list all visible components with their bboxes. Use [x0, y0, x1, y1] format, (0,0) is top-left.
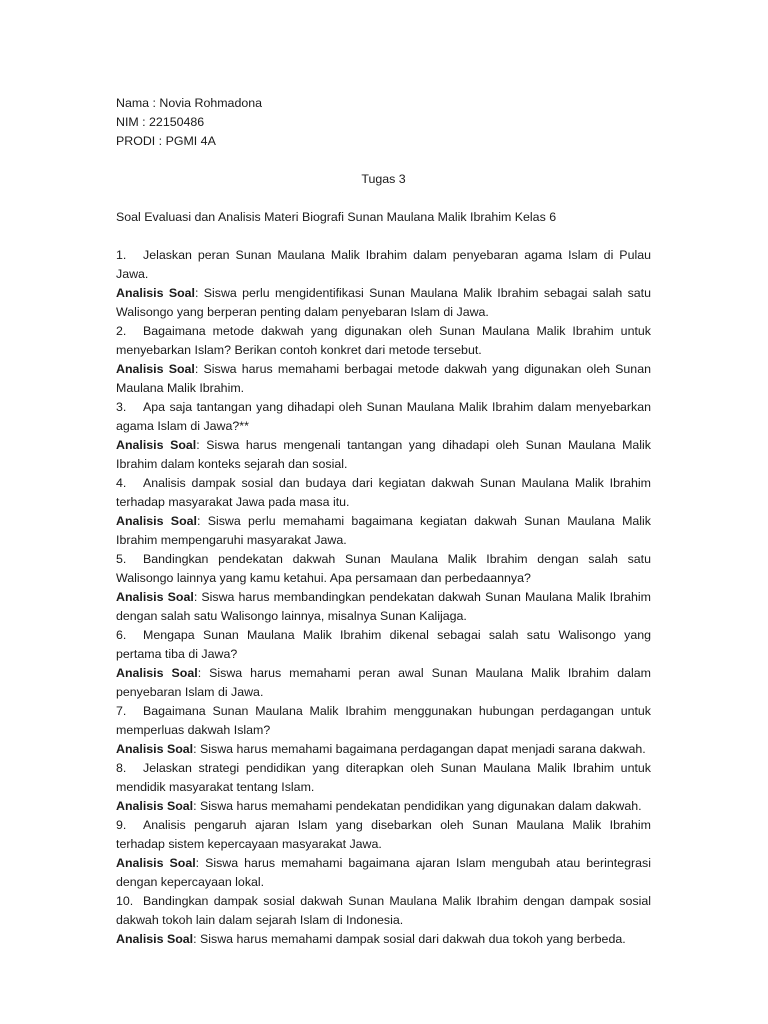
- question-number: 8.: [116, 761, 127, 775]
- question-text: [116, 322, 651, 360]
- question-text: [116, 892, 651, 930]
- question-number: 1.: [116, 248, 127, 262]
- question-text: [116, 398, 651, 436]
- question-number: 7.: [116, 704, 127, 718]
- analysis-text: [116, 512, 651, 550]
- question-body: Analisis dampak sosial dan budaya dari kegiatan dakwah Sunan Maulana Malik Ibrahim terhadap masyarakat Jawa pada masa itu.: [116, 476, 651, 509]
- analysis-label: Analisis Soal: [116, 514, 197, 528]
- analysis-body: : Siswa harus memahami peran awal Sunan Maulana Malik Ibrahim dalam penyebaran Islam di Jawa.: [116, 666, 651, 699]
- student-name: Nama : Novia Rohmadona: [116, 96, 263, 110]
- analysis-body: : Siswa harus memahami berbagai metode dakwah yang digunakan oleh Sunan Maulana Malik Ibrahim.: [116, 362, 651, 395]
- list-item: [116, 702, 651, 759]
- analysis-label: Analisis Soal: [116, 856, 196, 870]
- analysis-text: [116, 797, 651, 816]
- analysis-text: [116, 436, 651, 474]
- question-number: 10.: [116, 894, 134, 908]
- analysis-body: : Siswa harus membandingkan pendekatan dakwah Sunan Maulana Malik Ibrahim dengan salah satu Walisongo lainnya, misalnya Sunan Kalijaga.: [116, 590, 651, 623]
- question-text: [116, 702, 651, 740]
- question-text: [116, 759, 651, 797]
- analysis-label: Analisis Soal: [116, 742, 194, 756]
- analysis-text: [116, 740, 651, 759]
- analysis-label: Analisis Soal: [116, 438, 197, 452]
- analysis-label: Analisis Soal: [116, 286, 195, 300]
- question-body: Apa saja tantangan yang dihadapi oleh Sunan Maulana Malik Ibrahim dalam menyebarkan agama Islam di Jawa?**: [116, 400, 651, 433]
- analysis-text: [116, 930, 651, 949]
- analysis-text: [116, 360, 651, 398]
- question-text: [116, 246, 651, 284]
- question-body: Bagaimana Sunan Maulana Malik Ibrahim menggunakan hubungan perdagangan untuk memperluas dakwah Islam?: [116, 704, 651, 737]
- analysis-body: : Siswa harus mengenali tantangan yang dihadapi oleh Sunan Maulana Malik Ibrahim dalam konteks sejarah dan sosial.: [116, 438, 651, 471]
- question-body: Jelaskan strategi pendidikan yang diterapkan oleh Sunan Maulana Malik Ibrahim untuk mendidik masyarakat tentang Islam.: [116, 761, 651, 794]
- question-list: [116, 246, 651, 949]
- question-body: Bandingkan dampak sosial dakwah Sunan Maulana Malik Ibrahim dengan dampak sosial dakwah tokoh lain dalam sejarah Islam di Indonesia.: [116, 894, 651, 927]
- list-item: [116, 816, 651, 892]
- analysis-label: Analisis Soal: [116, 590, 194, 604]
- question-body: Analisis pengaruh ajaran Islam yang disebarkan oleh Sunan Maulana Malik Ibrahim terhadap sistem kepercayaan masyarakat Jawa.: [116, 818, 651, 851]
- analysis-label: Analisis Soal: [116, 799, 194, 813]
- question-body: Mengapa Sunan Maulana Malik Ibrahim dikenal sebagai salah satu Walisongo yang pertama tiba di Jawa?: [116, 628, 651, 661]
- analysis-text: [116, 284, 651, 322]
- analysis-text: [116, 664, 651, 702]
- document-title: Tugas 3: [361, 172, 406, 186]
- question-number: 5.: [116, 552, 127, 566]
- list-item: [116, 759, 651, 816]
- question-number: 9.: [116, 818, 127, 832]
- question-body: Bandingkan pendekatan dakwah Sunan Maulana Malik Ibrahim dengan salah satu Walisongo lainnya yang kamu ketahui. Apa persamaan dan perbedaannya?: [116, 552, 651, 585]
- analysis-body: : Siswa perlu mengidentifikasi Sunan Maulana Malik Ibrahim sebagai salah satu Walisongo yang berperan penting dalam penyebaran Islam di Jawa.: [116, 286, 651, 319]
- student-prodi: PRODI : PGMI 4A: [116, 134, 216, 148]
- list-item: [116, 474, 651, 550]
- list-item: [116, 322, 651, 398]
- list-item: [116, 550, 651, 626]
- question-text: [116, 816, 651, 854]
- analysis-body: : Siswa harus memahami bagaimana ajaran Islam mengubah atau berintegrasi dengan kepercayaan lokal.: [116, 856, 651, 889]
- student-info: [116, 94, 651, 151]
- analysis-body: : Siswa perlu memahami bagaimana kegiatan dakwah Sunan Maulana Malik Ibrahim mempengaruhi masyarakat Jawa.: [116, 514, 651, 547]
- list-item: [116, 892, 651, 949]
- analysis-text: [116, 588, 651, 626]
- question-text: [116, 626, 651, 664]
- analysis-text: [116, 854, 651, 892]
- list-item: [116, 626, 651, 702]
- question-text: [116, 474, 651, 512]
- list-item: [116, 246, 651, 322]
- question-number: 2.: [116, 324, 127, 338]
- question-number: 3.: [116, 400, 127, 414]
- question-number: 4.: [116, 476, 127, 490]
- analysis-label: Analisis Soal: [116, 932, 194, 946]
- question-body: Jelaskan peran Sunan Maulana Malik Ibrahim dalam penyebaran agama Islam di Pulau Jawa.: [116, 248, 651, 281]
- analysis-body: : Siswa harus memahami dampak sosial dari dakwah dua tokoh yang berbeda.: [193, 932, 626, 946]
- document-subtitle: Soal Evaluasi dan Analisis Materi Biografi Sunan Maulana Malik Ibrahim Kelas 6: [116, 210, 557, 224]
- question-body: Bagaimana metode dakwah yang digunakan oleh Sunan Maulana Malik Ibrahim untuk menyebarkan Islam? Berikan contoh konkret dari metode tersebut.: [116, 324, 651, 357]
- student-nim: NIM : 22150486: [116, 115, 205, 129]
- analysis-body: : Siswa harus memahami bagaimana perdagangan dapat menjadi sarana dakwah.: [193, 742, 646, 756]
- analysis-body: : Siswa harus memahami pendekatan pendidikan yang digunakan dalam dakwah.: [193, 799, 642, 813]
- analysis-label: Analisis Soal: [116, 666, 198, 680]
- list-item: [116, 398, 651, 474]
- question-text: [116, 550, 651, 588]
- analysis-label: Analisis Soal: [116, 362, 195, 376]
- question-number: 6.: [116, 628, 127, 642]
